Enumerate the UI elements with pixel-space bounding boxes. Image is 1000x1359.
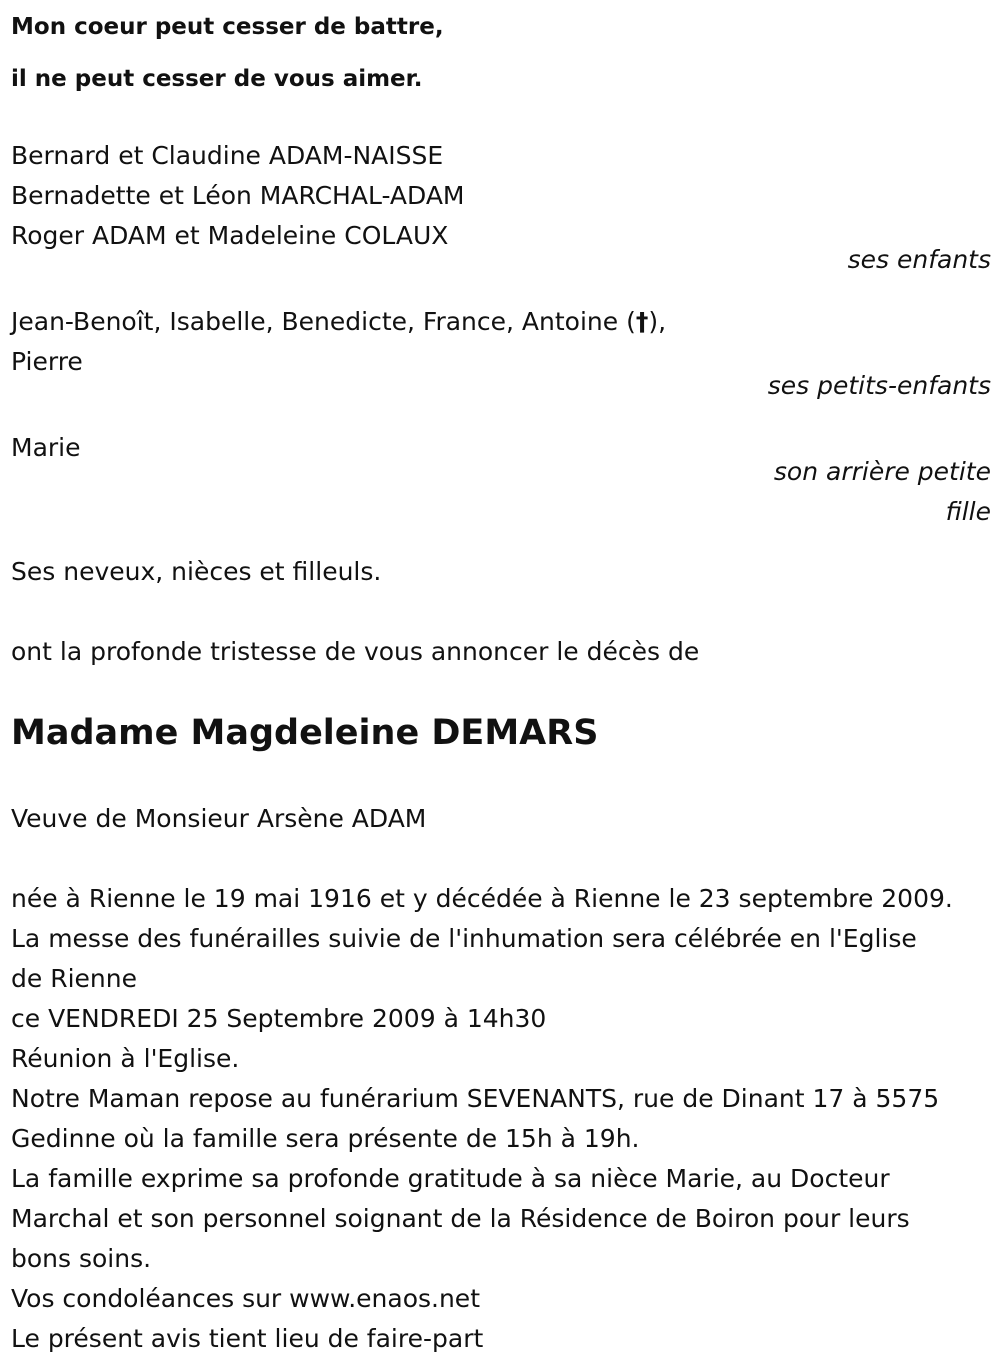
grandchild-name: Pierre: [11, 347, 83, 376]
detail-line: Marchal et son personnel soignant de la Résidence de Boiron pour leurs: [11, 1204, 910, 1233]
great-grandchild-role-line-2: fille: [945, 497, 991, 526]
detail-line: Réunion à l'Eglise.: [11, 1044, 240, 1073]
detail-line: bons soins.: [11, 1244, 152, 1273]
obituary-notice: [11, 0, 991, 1359]
grandchildren-role: ses petits-enfants: [767, 371, 991, 400]
grandchildren-names-part2: ),: [648, 307, 667, 336]
child-name: Bernard et Claudine ADAM-NAISSE: [11, 141, 444, 170]
children-role: ses enfants: [847, 245, 991, 274]
children-section: [11, 136, 991, 280]
verse: [11, 2, 991, 102]
detail-line: de Rienne: [11, 964, 137, 993]
child-name: Roger ADAM et Madeleine COLAUX: [11, 221, 449, 250]
detail-line: Gedinne où la famille sera présente de 15h à 19h.: [11, 1124, 640, 1153]
great-grandchild-role-line-1: son arrière petite: [773, 457, 991, 486]
funeral-details: [11, 879, 991, 1359]
detail-line: Vos condoléances sur www.enaos.net: [11, 1284, 480, 1313]
dagger-icon: †: [635, 307, 649, 336]
verse-line-2: il ne peut cesser de vous aimer.: [11, 66, 423, 92]
relatives: Ses neveux, nièces et filleuls.: [11, 557, 382, 586]
widow-of: Veuve de Monsieur Arsène ADAM: [11, 804, 427, 833]
announcement: ont la profonde tristesse de vous annoncer le décès de: [11, 637, 700, 666]
detail-line: La messe des funérailles suivie de l'inhumation sera célébrée en l'Eglise: [11, 924, 917, 953]
grandchildren-names-part1: Jean-Benoît, Isabelle, Benedicte, France, Antoine (: [11, 307, 636, 336]
detail-line: La famille exprime sa profonde gratitude à sa nièce Marie, au Docteur: [11, 1164, 890, 1193]
grandchildren-names: [11, 302, 991, 342]
detail-line: née à Rienne le 19 mai 1916 et y décédée à Rienne le 23 septembre 2009.: [11, 884, 953, 913]
great-grandchild-section: [11, 428, 991, 532]
great-grandchild-name: Marie: [11, 433, 81, 462]
child-name: Bernadette et Léon MARCHAL-ADAM: [11, 181, 465, 210]
deceased-name: Madame Magdeleine DEMARS: [11, 713, 599, 753]
detail-line: ce VENDREDI 25 Septembre 2009 à 14h30: [11, 1004, 547, 1033]
grandchildren-section: [11, 302, 991, 406]
detail-line: Notre Maman repose au funérarium SEVENANTS, rue de Dinant 17 à 5575: [11, 1084, 940, 1113]
detail-line: Le présent avis tient lieu de faire-part: [11, 1324, 484, 1353]
verse-line-1: Mon coeur peut cesser de battre,: [11, 14, 444, 40]
